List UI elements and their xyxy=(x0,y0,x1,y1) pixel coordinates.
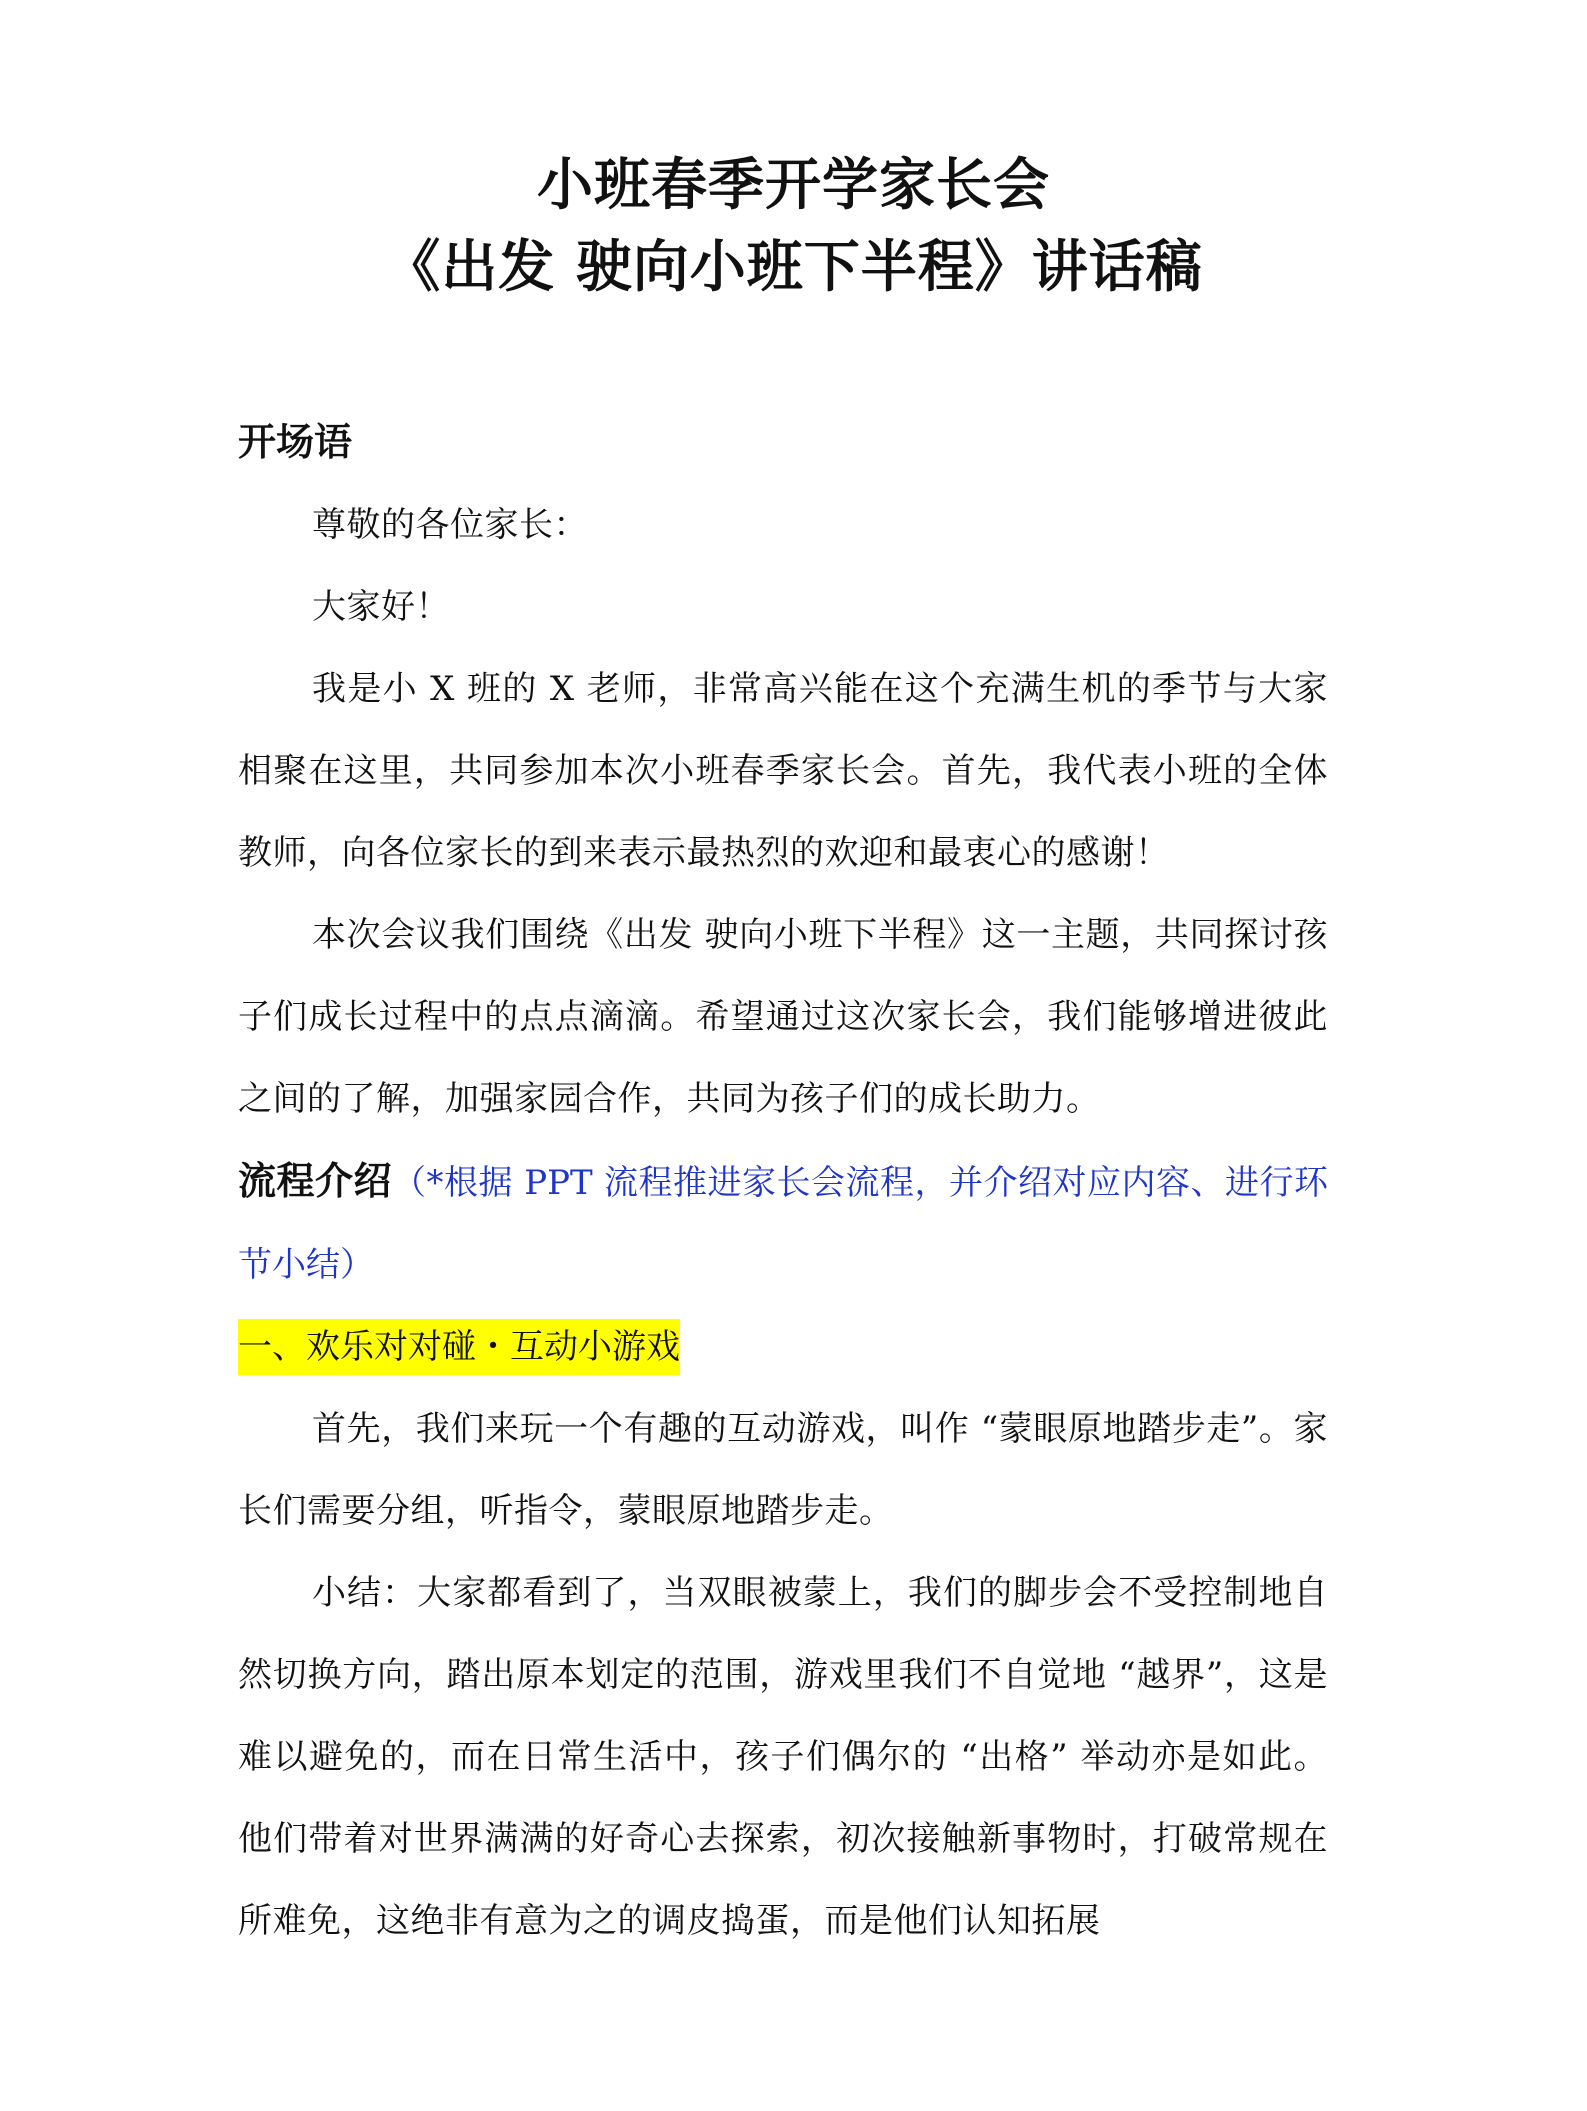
intro-paragraph: 我是小 X 班的 X 老师，非常高兴能在这个充满生机的季节与大家相聚在这里，共同参加本次小班春季家长会。首先，我代表小班的全体教师，向各位家长的到来表示最热烈的欢迎和最衷心的感谢！ xyxy=(238,669,1328,873)
summary-paragraph: 小结：大家都看到了，当双眼被蒙上，我们的脚步会不受控制地自然切换方向，踏出原本划定的范围，游戏里我们不自觉地 “越界”，这是难以避免的，而在日常生活中，孩子们偶尔的 “出格” 举动亦是如此。他们带着对世界满满的好奇心去探索，初次接触新事物时，打破常规在所难免，这绝非有意为之的调皮捣蛋，而是他们认知拓展 xyxy=(238,1573,1328,1941)
flow-intro xyxy=(238,1140,1328,1306)
section1-heading: 一、欢乐对对碰・互动小游戏 xyxy=(238,1319,680,1375)
hello-paragraph: 大家好！ xyxy=(312,587,450,627)
game-paragraph: 首先，我们来玩一个有趣的互动游戏，叫作 “蒙眼原地踏步走”。家长们需要分组，听指令，蒙眼原地踏步走。 xyxy=(238,1409,1328,1531)
flow-note: （*根据 PPT 流程推进家长会流程，并介绍对应内容、进行环节小结） xyxy=(238,1163,1328,1285)
document-title-line2: 《出发 驶向小班下半程》讲话稿 xyxy=(384,234,1203,300)
document-body xyxy=(238,400,1328,1962)
document-title-line1: 小班春季开学家长会 xyxy=(537,152,1050,218)
opening-heading: 开场语 xyxy=(238,419,353,464)
theme-paragraph: 本次会议我们围绕《出发 驶向小班下半程》这一主题，共同探讨孩子们成长过程中的点点滴滴。希望通过这次家长会，我们能够增进彼此之间的了解，加强家园合作，共同为孩子们的成长助力。 xyxy=(238,915,1328,1119)
section1-heading-line xyxy=(238,1306,1328,1388)
greeting-paragraph: 尊敬的各位家长： xyxy=(312,505,588,545)
flow-heading: 流程介绍 xyxy=(238,1158,392,1203)
